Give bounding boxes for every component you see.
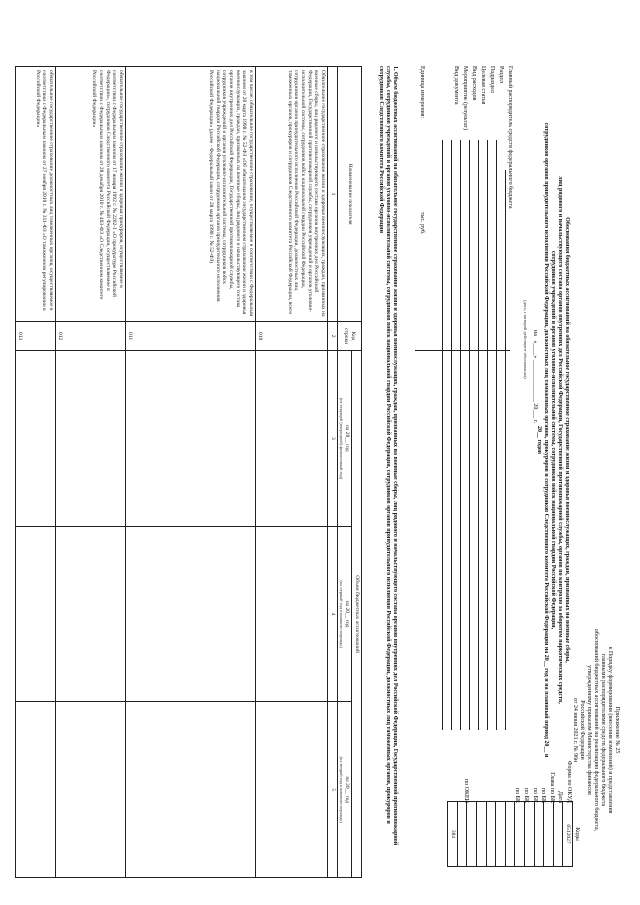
code-labels (460, 723, 572, 803)
row-code: 011 (125, 322, 255, 351)
code-blank3 (477, 802, 487, 867)
field-label: Целевая статья (480, 66, 486, 105)
appendix-line: к Порядку формирования (внесения изменений) и представления (607, 646, 613, 814)
code-label: по БК (540, 787, 547, 803)
code-blank5 (457, 802, 467, 867)
appendix-line: Российской Федерации (579, 700, 585, 760)
column-number: 3 (327, 351, 337, 527)
row-code: 013 (15, 322, 55, 351)
code-label: по БК (531, 787, 538, 803)
table-row (55, 67, 125, 878)
header-year-current (337, 351, 352, 527)
row-label: в том числе: обязательное государственное страхование, осуществляемое в соответствии с Федеральным законом от 28 марта 1998 г. № 52-ФЗ «Об обязательном государственном страховании жизни и здоровья военнослужащих, граждан, призванных на военные сборы, лиц рядового и начальствующего состава органов внутренних дел Российской Федерации, Государственной противопожарной службы, сотрудников учреждений и органов уголовно-исполнительной системы, сотрудников войск национальной гвардии Российской Федерации, сотрудников органов принудительного исполнения Российской Федерации» (далее - Федеральный закон от 28 марта 1998 г. № 52-ФЗ) (125, 67, 255, 322)
code-label: Форма по ОКУД (566, 760, 572, 803)
year-label: на 20__ год (344, 600, 351, 628)
codes-box (447, 801, 580, 867)
header-indicator: Наименование показателя (337, 67, 361, 322)
main-table (15, 66, 362, 878)
column-number: 2 (327, 322, 337, 351)
code-label: по БК (523, 787, 530, 803)
code-label: по ОКЕИ (462, 778, 469, 803)
row-code: 010 (255, 322, 327, 351)
year-note: (на текущий (очередной) финансовый год) (338, 397, 344, 480)
code-bk1 (534, 802, 544, 867)
field-label: Главный распорядитель средств федерального бюджета (507, 66, 513, 209)
table-row (125, 67, 255, 878)
code-blank4 (467, 802, 477, 867)
code-label: по БК (514, 787, 521, 803)
header-volumes: Объем бюджетных ассигнований (352, 351, 362, 878)
appendix-number: Приложение № 25 (614, 706, 620, 754)
appendix-line: главными распорядителями средств федерального бюджета (600, 653, 606, 807)
date-line: на «____» ______________ 20___ г. (532, 330, 538, 424)
code-bk3 (515, 802, 525, 867)
section-heading: 1. Объем бюджетных ассигнований на обязательное государственное страхование жизни и здоровья военнослужащих, граждан, призванных на военные сборы, лиц рядового и начальствующего состава органов внутренних дел Российской Федерации, Государственной противопожарной службы, сотрудников учреждений и органов уголовно-исполнительной системы, сотрудников войск национальной гвардии Российской Федерации, сотрудников органов принудительного исполнения Российской Федерации, должностных лиц таможенных органов, прокуроров и сотрудников Следственного комитета Российской Федерации (378, 66, 398, 846)
table-row (255, 67, 327, 878)
codes-header: Коды (574, 827, 580, 841)
year-note: (на первый год планового периода) (338, 580, 344, 648)
date-caption: (дата, с которой действуют обоснования) (523, 300, 528, 379)
column-number: 1 (327, 67, 337, 322)
column-number: 4 (327, 526, 337, 702)
header-year-first (337, 526, 352, 702)
appendix-line: от 24 июня 2021 г. № 96н (572, 697, 578, 763)
code-bk2 (525, 802, 535, 867)
form-fields (416, 66, 513, 234)
code-okei: 384 (448, 802, 458, 867)
code-okud: 0512027 (563, 802, 573, 867)
row-label: обязательное государственное страхование жизни и здоровья прокуроров, осуществляемое в соответствии с Федеральным законом от 17 января 1992 г. № 2202-1 «О прокуратуре Российской Федерации», сотрудников Следственного комитета Российской Федерации, осуществляемое в соответствии с Федеральным законом от 28 декабря 2010 г. № 403-ФЗ «О Следственном комитете Российской Федерации» (55, 67, 125, 322)
row-label: Обязательное государственное страхование жизни и здоровья военнослужащих, граждан, призванных на военные сборы, лиц рядового и начальствующего состава органов внутренних дел Российской Федерации, Государственной противопожарной службы, сотрудников учреждений и органов уголовно-исполнительной системы, сотрудников войск национальной гвардии Российской Федерации, сотрудников органов принудительного исполнения Российской Федерации, должностных лиц таможенных органов, прокуроров и сотрудников Следственного комитета Российской Федерации, всего (255, 67, 327, 322)
field-label: Вид расходов (471, 66, 477, 101)
row-code: 012 (55, 322, 125, 351)
unit-value: тыс. руб. (419, 211, 425, 235)
year-label: на 20__ год (344, 425, 351, 452)
header-year-second (337, 702, 352, 878)
row-label: обязательное государственное страхование должностных лиц таможенных органов, осуществляемое в соответствии с Федеральным законом от 27 ноября 2010 г. № 311-ФЗ «О таможенном регулировании в Российской Федерации» (15, 67, 55, 322)
table-row (15, 67, 55, 878)
year-label: на 20__ год (344, 776, 351, 803)
unit-row (416, 66, 425, 234)
code-bk4 (505, 802, 515, 867)
field-label: Мероприятие (результат) (462, 66, 468, 131)
unit-label: Единица измерения: (419, 66, 425, 119)
appendix-line: обоснований бюджетных ассигнований на реализацию федерального бюджета, (593, 628, 599, 832)
title-line: сотрудников учреждений и органов уголовно-исполнительной системы, сотрудников войск национальной гвардии Российской Федерации, (550, 250, 556, 630)
codes-table (447, 801, 573, 867)
code-label: Глава по БК (548, 772, 555, 803)
title-line: лиц рядового и начальствующего состава органов внутренних дел Российской Федерации, Государственной противопожарной службы, органов по контролю за оборотом наркотических средств, (557, 176, 563, 704)
code-label: Дата (557, 791, 564, 803)
date-prefix: на (532, 330, 538, 336)
column-number: 5 (327, 702, 337, 878)
code-date (553, 802, 563, 867)
title-line: сотрудников органов принудительного исполнения Российской Федерации, должностных лиц таможенных органов, прокуроров и сотрудников Следственного комитета Российской Федерации на 20__ год и на плановый период 20__ и 20__ годов (536, 122, 549, 758)
code-blank2 (486, 802, 496, 867)
title-line: Обоснования бюджетных ассигнований на обязательное государственное страхование жизни и здоровья военнослужащих, граждан, призванных на военные сборы, (564, 217, 570, 663)
document-title (535, 120, 570, 760)
field-label: Подраздел (489, 66, 495, 93)
code-glava (544, 802, 554, 867)
field-label: Вид документа (453, 66, 459, 105)
header-line-code: Код строки (337, 322, 361, 351)
appendix-line: утвержденному приказом Министерства финансов (586, 665, 592, 795)
year-note: (на второй год планового периода) (338, 756, 344, 823)
field-label: Раздел (498, 66, 504, 83)
code-blank1 (496, 802, 506, 867)
